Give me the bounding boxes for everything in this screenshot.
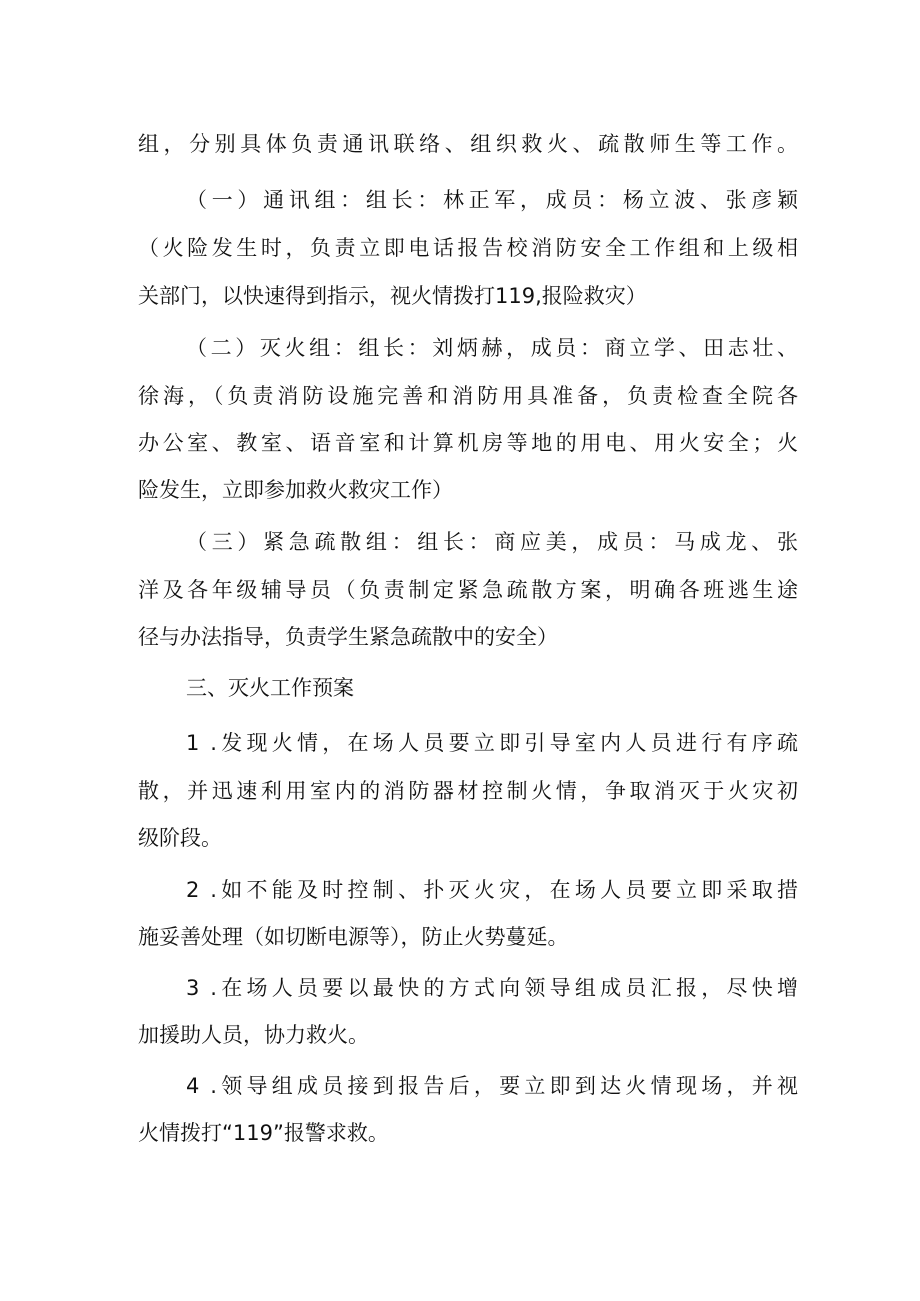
text-line: 施妥善处理（如切断电源等），防止火势蔓延。 [138,925,569,949]
text-line: 散，并迅速利用室内的消防器材控制火情，争取消灭于火灾初 [138,779,798,803]
text-line: 加援助人员，协力救火。 [138,1023,369,1047]
text-line: （火险发生时，负责立即电话报告校消防安全工作组和上级相 [138,236,798,260]
text-line: 险发生，立即参加救火救灾工作） [138,478,453,502]
text-line: 徐海，（负责消防设施完善和消防用具准备，负责检查全院各 [138,384,798,408]
section-heading-firefighting: （二）灭火组：组长：刘炳赫，成员：商立学、田志壮、 [186,336,798,360]
section-heading-plan: 三、灭火工作预案 [186,676,354,700]
list-item-3: 3 .在场人员要以最快的方式向领导组成员汇报，尽快增 [186,976,798,1000]
text-line: 径与办法指导，负责学生紧急疏散中的安全） [138,625,558,649]
section-heading-communication: （一）通讯组：组长：林正军，成员：杨立波、张彦颖 [186,188,798,212]
list-item-1: 1 .发现火情，在场人员要立即引导室内人员进行有序疏 [186,731,798,755]
text-line: 关部门，以快速得到指示，视火情拨打119,报险救灾） [138,284,647,308]
list-item-4: 4 .领导组成员接到报告后，要立即到达火情现场，并视 [186,1074,798,1098]
section-heading-evacuation: （三）紧急疏散组：组长：商应美，成员：马成龙、张 [186,530,798,554]
text-line: 组，分别具体负责通讯联络、组织救火、疏散师生等工作。 [138,132,798,156]
text-line: 洋及各年级辅导员（负责制定紧急疏散方案，明确各班逃生途 [138,578,798,602]
list-item-2: 2 .如不能及时控制、扑灭火灾，在场人员要立即采取措 [186,878,798,902]
text-line: 办公室、教室、语音室和计算机房等地的用电、用火安全；火 [138,431,798,455]
text-line: 级阶段。 [138,826,222,850]
text-line: 火情拨打“119”报警求救。 [138,1121,389,1145]
